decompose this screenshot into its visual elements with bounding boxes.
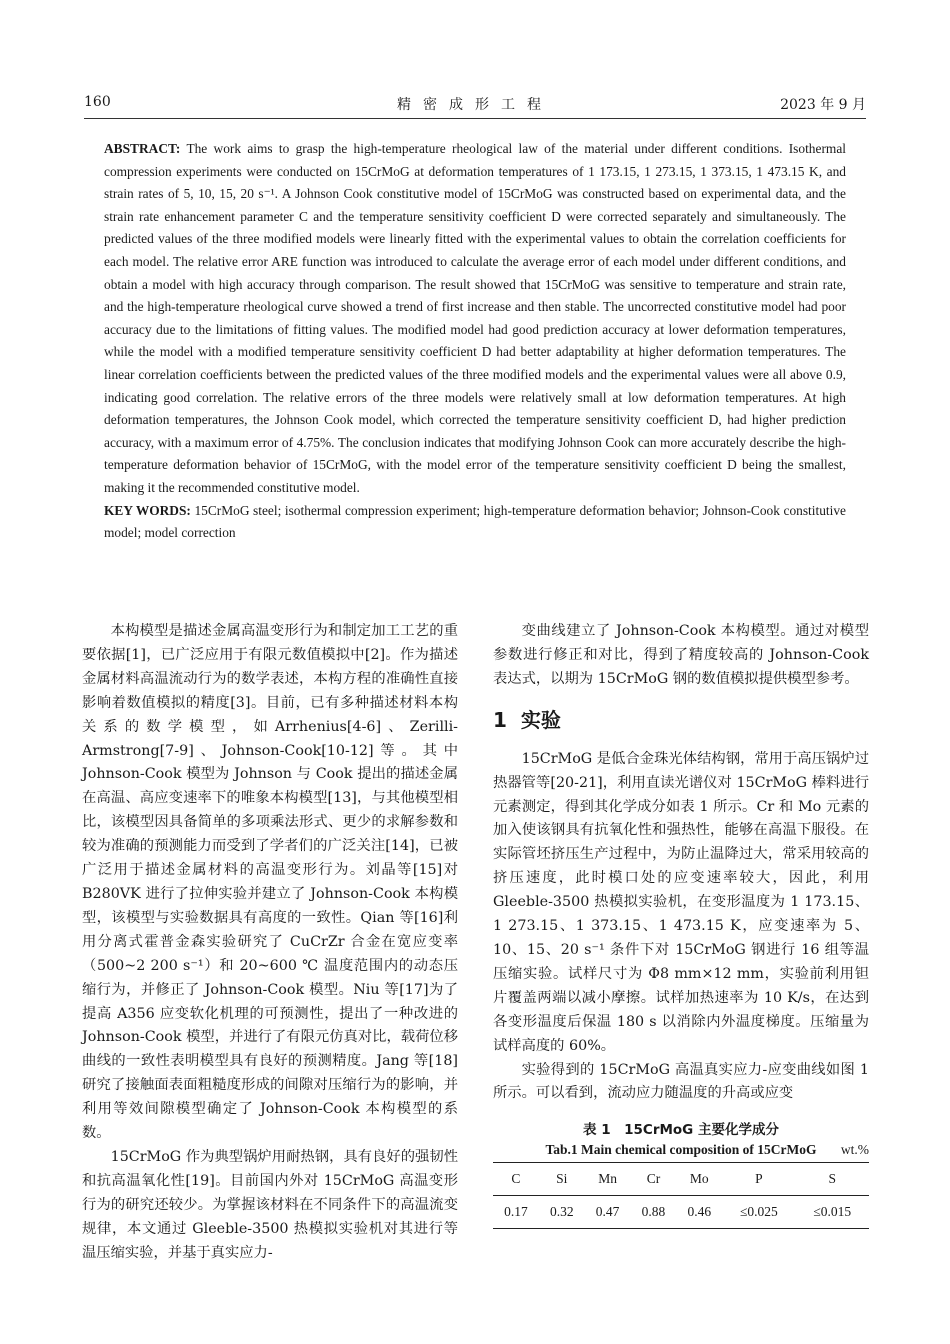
table-cell: 0.46 <box>687 1204 712 1220</box>
table-cell: 0.88 <box>641 1204 666 1220</box>
abstract-body <box>104 138 846 500</box>
journal-name: 精密成形工程 <box>397 97 553 113</box>
keywords <box>104 500 846 545</box>
intro-paragraph-2: 15CrMoG 作为典型锅炉用耐热钢，具有良好的强韧性和抗高温氧化性[19]。目前国内外对 15CrMoG 高温变形行为的研究还较少。为掌握该材料在不同条件下的高温流变规律，本文通过 Gleeble-3500 热模拟实验机对其进行等温压缩实验，并基于真实应力- <box>82 1148 458 1261</box>
table-header-cell: Mn <box>598 1171 617 1187</box>
table-cell: 0.32 <box>549 1204 574 1220</box>
table-header-cell: S <box>828 1171 837 1187</box>
section-number: 1 <box>493 707 507 732</box>
table-unit: wt.% <box>840 1142 869 1158</box>
table-cell: ≤0.025 <box>740 1204 778 1220</box>
section-title: 实验 <box>520 707 561 732</box>
table-cell: 0.17 <box>504 1204 528 1220</box>
table-caption-en: Tab.1 Main chemical composition of 15CrMoG <box>545 1142 817 1158</box>
right-column <box>493 620 869 1229</box>
section-heading <box>493 706 869 734</box>
table-header-cell: C <box>511 1171 521 1187</box>
keywords-text: 15CrMoG steel; isothermal compression experiment; high-temperature deformation behavior; Johnson-Cook constitutive model; model correction <box>104 502 846 541</box>
intro-paragraph-continued: 变曲线建立了 Johnson-Cook 本构模型。通过对模型参数进行修正和对比，得到了精度较高的 Johnson-Cook 表达式，以期为 15CrMoG 钢的数值模拟提供模型参考。 <box>493 623 869 687</box>
table-header-cell: Cr <box>646 1171 661 1187</box>
issue-date: 2023 年 9 月 <box>780 97 866 113</box>
abstract-text: The work aims to grasp the high-temperature rheological law of the material under different conditions. Isothermal compression experiments were conducted on 15CrMoG at deformation temperatures of 1 173.15, 1 273.15, 1 373.15, 1 473.15 K, and strain rates of 5, 10, 15, 20 s⁻¹. A Johnson Cook constitutive model of 15CrMoG was constructed based on experimental data, and the strain rate enhancement parameter C and the temperature sensitivity coefficient D were corrected separately and simultaneously. The predicted values of the three modified models were linearly fitted with the experimental values to obtain the correlation coefficients for each model. The relative error ARE function was introduced to calculate the average error of each model under different conditions, and obtain a model with high accuracy through comparison. The result showed that 15CrMoG was sensitive to temperature and strain rate, and the high-temperature rheological curve showed a trend of first increase and then stable. The uncorrected constitutive model had poor accuracy due to the limitations of fitting values. The modified model had good prediction accuracy at lower deformation temperatures, while the model with a modified temperature sensitivity coefficient D had better adaptability at higher deformation temperatures. The linear correlation coefficients between the predicted values of the three modified models and the experimental values were all above 0.9, indicating good correlation. The relative errors of the three models were relatively small at low deformation temperatures. At high deformation temperatures, the Johnson Cook model, which corrected the temperature sensitivity coefficient D, had higher prediction accuracy, with a maximum error of 4.75%. The conclusion indicates that modifying Johnson Cook can more accurately describe the high-temperature deformation behavior of 15CrMoG, with the model error of the temperature sensitivity coefficient D being the smallest, making it the recommended constitutive model. <box>104 141 846 495</box>
table-caption-zh: 表 1 15CrMoG 主要化学成分 <box>583 1122 779 1139</box>
page-header <box>84 92 866 119</box>
table-caption-en-row <box>493 1140 869 1160</box>
table-caption <box>493 1120 869 1160</box>
table-cell: ≤0.015 <box>813 1204 852 1220</box>
composition-table <box>493 1162 869 1229</box>
experiment-paragraph-1: 15CrMoG 是低合金珠光体结构钢，常用于高压锅炉过热器管等[20-21]，利用直读光谱仪对 15CrMoG 棒料进行元素测定，得到其化学成分如表 1 所示。Cr 和 Mo 元素的加入使该钢具有抗氧化性和强热性，能够在高温下服役。在实际管坯挤压生产过程中，为防止温降过大，常采用较高的挤压速度，此时模口处的应变速率较大，因此，利用 Gleeble-3500 热模拟实验机，在变形温度为 1 173.15、1 273.15、1 373.15、1 473.15 K，应变速率为 5、10、15、20 s⁻¹ 条件下对 15CrMoG 钢进行 16 组等温压缩实验。试样尺寸为 Φ8 mm×12 mm，实验前利用钽片覆盖两端以减小摩擦。试样加热速率为 10 K/s，在达到各变形温度后保温 180 s 以消除内外温度梯度。压缩量为试样高度的 60%。 <box>493 750 869 1054</box>
intro-paragraph-1: 本构模型是描述金属高温变形行为和制定加工工艺的重要依据[1]，已广泛应用于有限元数值模拟中[2]。作为描述金属材料高温流动行为的数学表述，本构方程的准确性直接影响着数值模拟的精度[3]。目前，已有多种描述材料本构关系的数学模型，如Arrhenius[4-6]、Zerilli-Armstrong[7-9]、Johnson-Cook[10-12]等。其中 Johnson-Cook 模型为 Johnson 与 Cook 提出的描述金属在高温、高应变速率下的唯象本构模型[13]，与其他模型相比，该模型因具备简单的多项乘法形式、更少的求解参数和较为准确的预测能力而受到了学者们的广泛关注[14]，已被广泛用于描述金属材料的高温变形行为。刘晶等[15]对 B280VK 进行了拉伸实验并建立了 Johnson-Cook 本构模型，该模型与实验数据具有高度的一致性。Qian 等[16]利用分离式霍普金森实验研究了 CuCrZr 合金在宽应变率（500~2 200 s⁻¹）和 20~600 ℃ 温度范围内的动态压缩行为，并修正了 Johnson-Cook 模型。Niu 等[17]为了提高 A356 应变软化机理的可预测性，提出了一种改进的 Johnson-Cook 模型，并进行了有限元仿真对比，载荷位移曲线的一致性表明模型具有良好的预测精度。Jang 等[18]研究了接触面表面粗糙度形成的间隙对压缩行为的影响，并利用等效间隙模型确定了 Johnson-Cook 本构模型的系数。 <box>82 623 458 1142</box>
table-cell: 0.47 <box>595 1204 620 1220</box>
table-header-row <box>493 1163 869 1196</box>
page-number: 160 <box>84 94 111 110</box>
abstract-label: ABSTRACT: <box>104 141 181 156</box>
table-header-cell: Si <box>556 1171 568 1187</box>
keywords-label: KEY WORDS: <box>104 502 191 518</box>
table-header-cell: Mo <box>689 1171 709 1187</box>
experiment-paragraph-2: 实验得到的 15CrMoG 高温真实应力-应变曲线如图 1 所示。可以看到，流动应力随温度的升高或应变 <box>493 1061 869 1102</box>
left-column <box>82 620 458 1265</box>
abstract <box>104 138 846 545</box>
table-header-cell: P <box>755 1171 763 1187</box>
table-row <box>493 1196 869 1229</box>
